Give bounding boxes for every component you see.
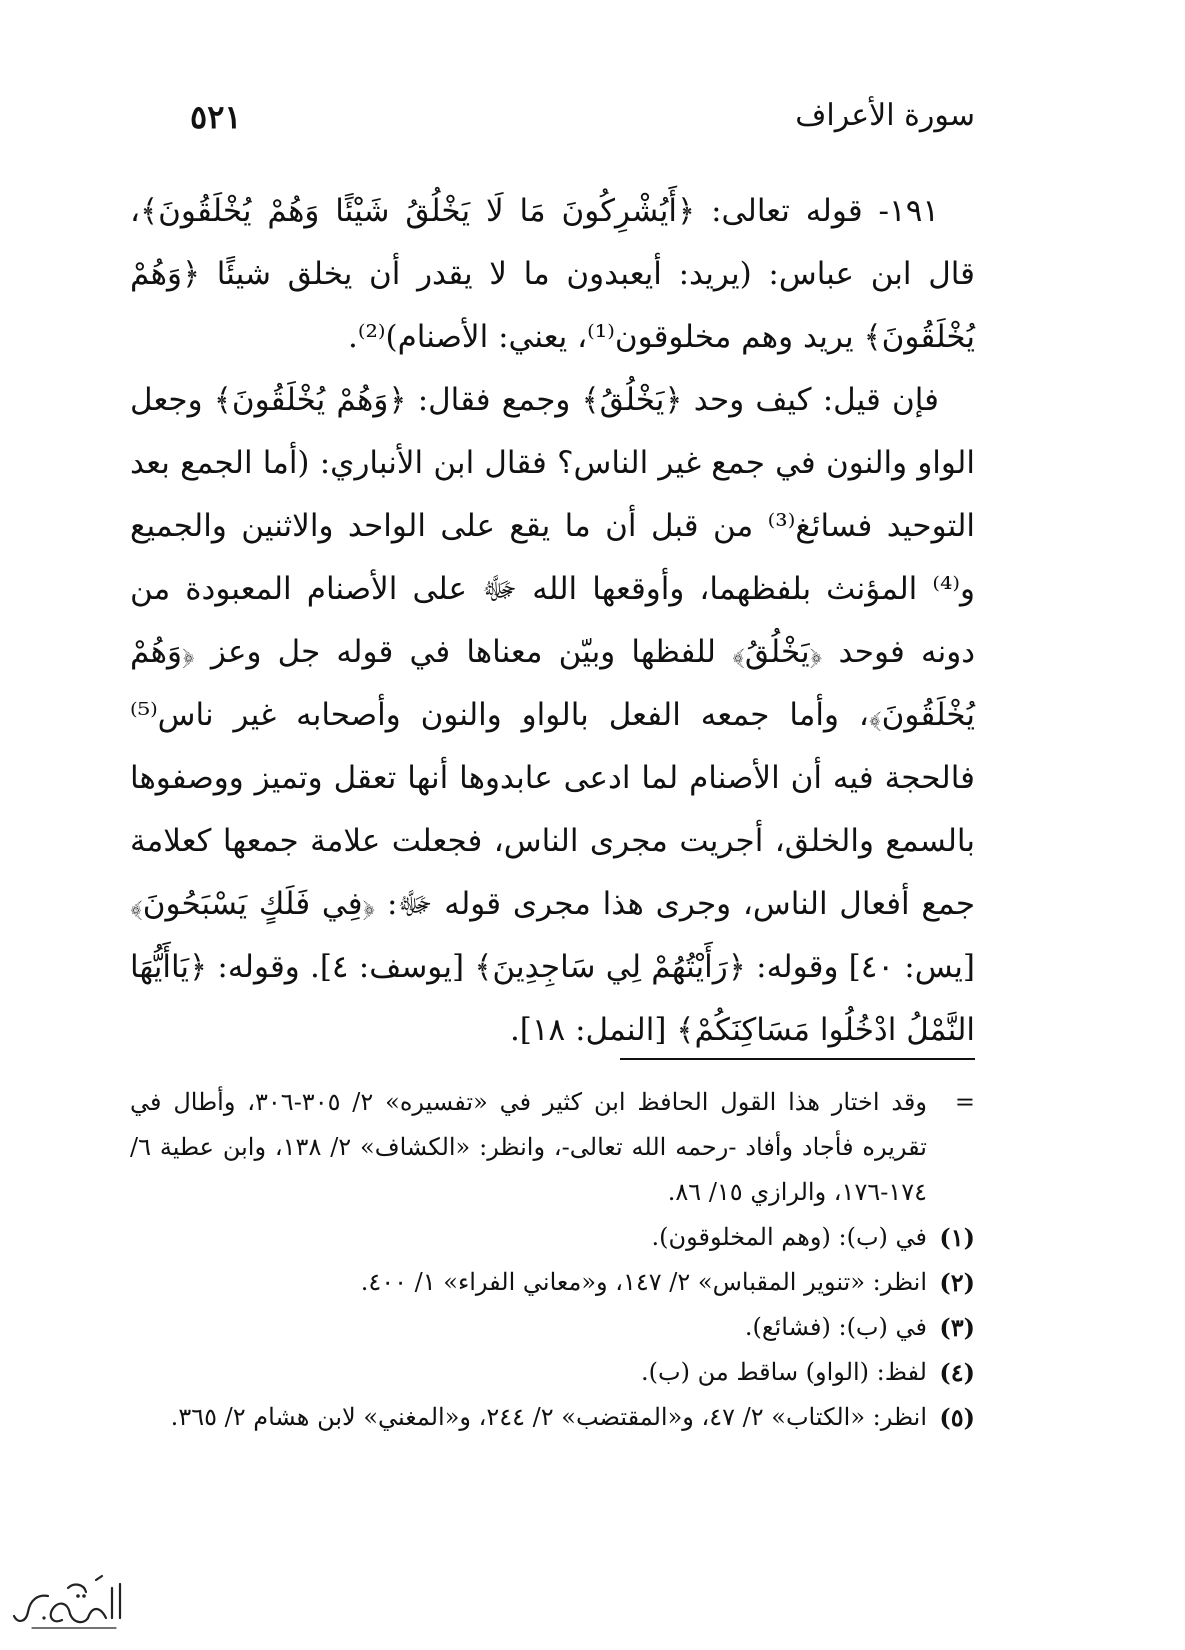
- footnote-2: [130, 1260, 975, 1305]
- footnote-number: (٢): [939, 1268, 975, 1297]
- continuation-mark: =: [954, 1088, 975, 1116]
- page-header: [190, 98, 975, 148]
- footnote-1: [130, 1215, 975, 1260]
- surah-title: سورة الأعراف: [795, 98, 975, 133]
- continuation-text: وقد اختار هذا القول الحافظ ابن كثير في «تفسيره» ٢/ ٣٠٥-٣٠٦، وأطال في تقريره فأجاد وأفاد -رحمه الله تعالى-، وانظر: «الكشاف» ٢/ ١٣٨، وابن عطية ٦/ ١٧٤-١٧٦، والرازي ١٥/ ٨٦.: [130, 1088, 927, 1206]
- footnote-number: (٣): [939, 1313, 975, 1342]
- footnote-number: (٤): [939, 1358, 975, 1387]
- footnote-text: في (ب): (وهم المخلوقون).: [651, 1223, 927, 1251]
- calligraphy-logo-icon: [8, 1566, 128, 1638]
- footnote-5: [130, 1395, 975, 1440]
- footnote-4: [130, 1350, 975, 1395]
- footnote-number: (٥): [939, 1403, 975, 1432]
- footnote-text: انظر: «تنوير المقباس» ٢/ ١٤٧، و«معاني الفراء» ١/ ٤٠٠.: [360, 1268, 927, 1296]
- paragraph-verse-191: ١٩١- قوله تعالى: ﴿أَيُشْرِكُونَ مَا لَا يَخْلُقُ شَيْئًا وَهُمْ يُخْلَقُونَ﴾، قال ابن عباس: (يريد: أيعبدون ما لا يقدر أن يخلق شيئًا ﴿وَهُمْ يُخْلَقُونَ﴾ يريد وهم مخلوقون⁽¹⁾، يعني: الأصنام)⁽²⁾.: [130, 193, 975, 355]
- footnote-number: (١): [939, 1223, 975, 1252]
- footnote-separator: [620, 1058, 975, 1060]
- footnote-text: لفظ: (الواو) ساقط من (ب).: [641, 1358, 927, 1386]
- footnote-3: [130, 1305, 975, 1350]
- main-text: [130, 180, 975, 1062]
- footnotes: [130, 1080, 975, 1440]
- paragraph-discussion: فإن قيل: كيف وحد ﴿يَخْلُقُ﴾ وجمع فقال: ﴿وَهُمْ يُخْلَقُونَ﴾ وجعل الواو والنون في جمع غير الناس؟ فقال ابن الأنباري: (أما الجمع بعد التوحيد فسائغ⁽³⁾ من قبل أن ما يقع على الواحد والاثنين والجميع و⁽⁴⁾ المؤنث بلفظهما، وأوقعها الله ﷻ على الأصنام المعبودة من دونه فوحد ﴿يَخْلُقُ﴾ للفظها وبيّن معناها في قوله جل وعز ﴿وَهُمْ يُخْلَقُونَ﴾، وأما جمعه الفعل بالواو والنون وأصحابه غير ناس⁽⁵⁾ فالحجة فيه أن الأصنام لما ادعى عابدوها أنها تعقل وتميز ووصفوها بالسمع والخلق، أجريت مجرى الناس، فجعلت علامة جمعها كعلامة جمع أفعال الناس، وجرى هذا مجرى قوله ﷻ: ﴿فِي فَلَكٍ يَسْبَحُونَ﴾ [يس: ٤٠] وقوله: ﴿رَأَيْتُهُمْ لِي سَاجِدِينَ﴾ [يوسف: ٤]. وقوله: ﴿يَاأَيُّهَا النَّمْلُ ادْخُلُوا مَسَاكِنَكُمْ﴾ [النمل: ١٨].: [130, 382, 976, 1048]
- footnote-text: في (ب): (فشائع).: [744, 1313, 927, 1341]
- footnote-continuation: [130, 1080, 975, 1215]
- page-number: ٥٢١: [190, 98, 242, 136]
- footnote-text: انظر: «الكتاب» ٢/ ٤٧، و«المقتضب» ٢/ ٢٤٤، و«المغني» لابن هشام ٢/ ٣٦٥.: [170, 1403, 927, 1431]
